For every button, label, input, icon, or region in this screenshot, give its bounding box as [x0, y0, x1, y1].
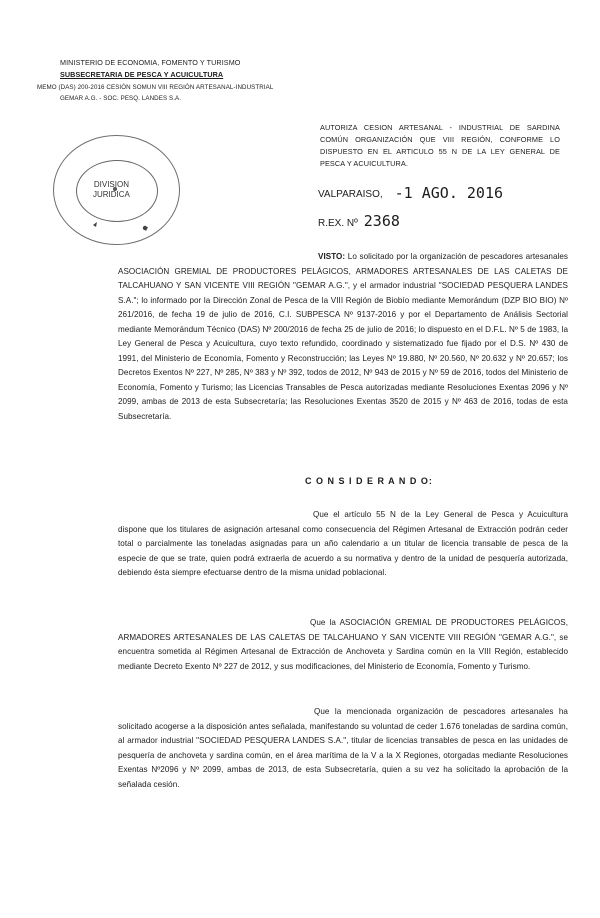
resolution-title: AUTORIZA CESION ARTESANAL - INDUSTRIAL DE SARDINA COMÚN ORGANIZACIÓN QUE VIII REGIÓN, CONFORME LO DISPUESTO EN EL ARTICULO 55 N DE LA LEY GENERAL DE PESCA Y ACUICULTURA.	[320, 123, 560, 168]
date-value: -1 AGO. 2016	[394, 184, 504, 202]
visto-text: Lo solicitado por la organización de pescadores artesanales ASOCIACIÓN GREMIAL DE PRODUCTORES PELÁGICOS, ARMADORES ARTESANALES DE LAS CALETAS DE TALCAHUANO Y SAN VICENTE VIII REGIÓN "GEMAR A.G.", y el armador industrial "SOCIEDAD PESQUERA LANDES S.A."; lo informado por la Dirección Zonal de Pesca de la VIII Región de Biobío mediante Memorándum (DZP BIO BIO) Nº 261/2016, de fecha 19 de julio de 2016, C.I. SUBPESCA Nº 9137-2016 y por el Departamento de Análisis Sectorial mediante Memorándum Técnico (DAS) Nº 200/2016 de fecha 25 de julio de 2016; lo dispuesto en el D.F.L. Nº 5 de 1983, la Ley General de Pesca y Acuicultura, cuyo texto refundido, coordinado y sistematizado fue fijado por el D.S. Nº 430 de 1991, del Ministerio de Economía, Fomento y Reconstrucción; las Leyes Nº 19.880, Nº 20.560, Nº 20.632 y Nº 20.657; los Decretos Exentos Nº 227, Nº 285, Nº 383 y Nº 392, todos de 2012, Nº 943 de 2015 y Nº 59 de 2016, todos del Ministerio de Economía, Fomento y Turismo; las Licencias Transables de Pesca autorizadas mediante Resoluciones Exentas 2096 y Nº 2099, ambas de 2013 de esta Subsecretaría; las Resoluciones Exentas 3520 de 2015 y Nº 463 de 2016, todas de esta Subsecretaría.	[118, 252, 568, 421]
considerando-paragraph-3	[118, 705, 568, 792]
place-label: VALPARAISO,	[318, 189, 383, 200]
ministry-name: MINISTERIO DE ECONOMIA, FOMENTO Y TURISMO	[60, 58, 241, 67]
stamp-label	[93, 180, 130, 200]
subsecretaria-name: SUBSECRETARIA DE PESCA Y ACUICULTURA	[60, 70, 224, 79]
memo-reference: MEMO (DAS) 200-2016 CESIÓN SOMUN VIII REGIÓN ARTESANAL-INDUSTRIAL	[37, 84, 274, 91]
considerando-heading: C O N S I D E R A N D O:	[305, 476, 433, 486]
stamp-label-line1: DIVISION	[93, 180, 129, 189]
rex-row	[318, 212, 400, 230]
considerando-text-3: Que la mencionada organización de pescadores artesanales ha solicitado acogerse a la disposición antes señalada, manifestando su voluntad de ceder 1.676 toneladas de sardina común, al armador industrial "SOCIEDAD PESQUERA LANDES S.A.", titular de licencias transables de pesca en las unidades de pesquería de anchoveta y sardina común, en el área marítima de la V a la X Regiones, otorgadas mediante Resoluciones Exentas Nº2096 y Nº 2099, ambas de 2013, de esta Subsecretaría, quien a su vez ha solicitado la aprobación de la señalada cesión.	[118, 707, 568, 789]
visto-label: VISTO:	[318, 252, 346, 261]
considerando-paragraph-1	[118, 508, 568, 581]
date-row	[318, 183, 503, 201]
parties-reference: GEMAR A.G. - SOC. PESQ. LANDES S.A.	[60, 95, 182, 102]
rex-number: 2368	[363, 212, 400, 230]
considerando-paragraph-2	[118, 616, 568, 674]
considerando-text-1: Que el artículo 55 N de la Ley General de Pesca y Acuicultura dispone que los titulares de asignación artesanal como consecuencia del Régimen Artesanal de Extracción podrán ceder total o parcialmente las toneladas asignadas para un año calendario a un titular de licencia transable de pesca de la especie de que se trate, quien podrá extraerla de acuerdo a su normativa y dentro de la unidad de pesquería autorizada, debiendo ésta siempre efectuarse dentro de la misma unidad poblacional.	[118, 510, 568, 577]
visto-paragraph	[118, 250, 568, 424]
considerando-text-2: Que la ASOCIACIÓN GREMIAL DE PRODUCTORES PELÁGICOS, ARMADORES ARTESANALES DE LAS CALETAS DE TALCAHUANO Y SAN VICENTE VIII REGIÓN "GEMAR A.G.", se encuentra sometida al Régimen Artesanal de Extracción de Anchoveta y Sardina común en la VIII Región, establecido mediante Decreto Exento Nº 227 de 2012, y sus modificaciones, del Ministerio de Economía, Fomento y Turismo.	[118, 618, 568, 671]
stamp-label-line2: JURIDICA	[93, 190, 130, 199]
rex-label: R.EX. Nº	[318, 218, 358, 229]
